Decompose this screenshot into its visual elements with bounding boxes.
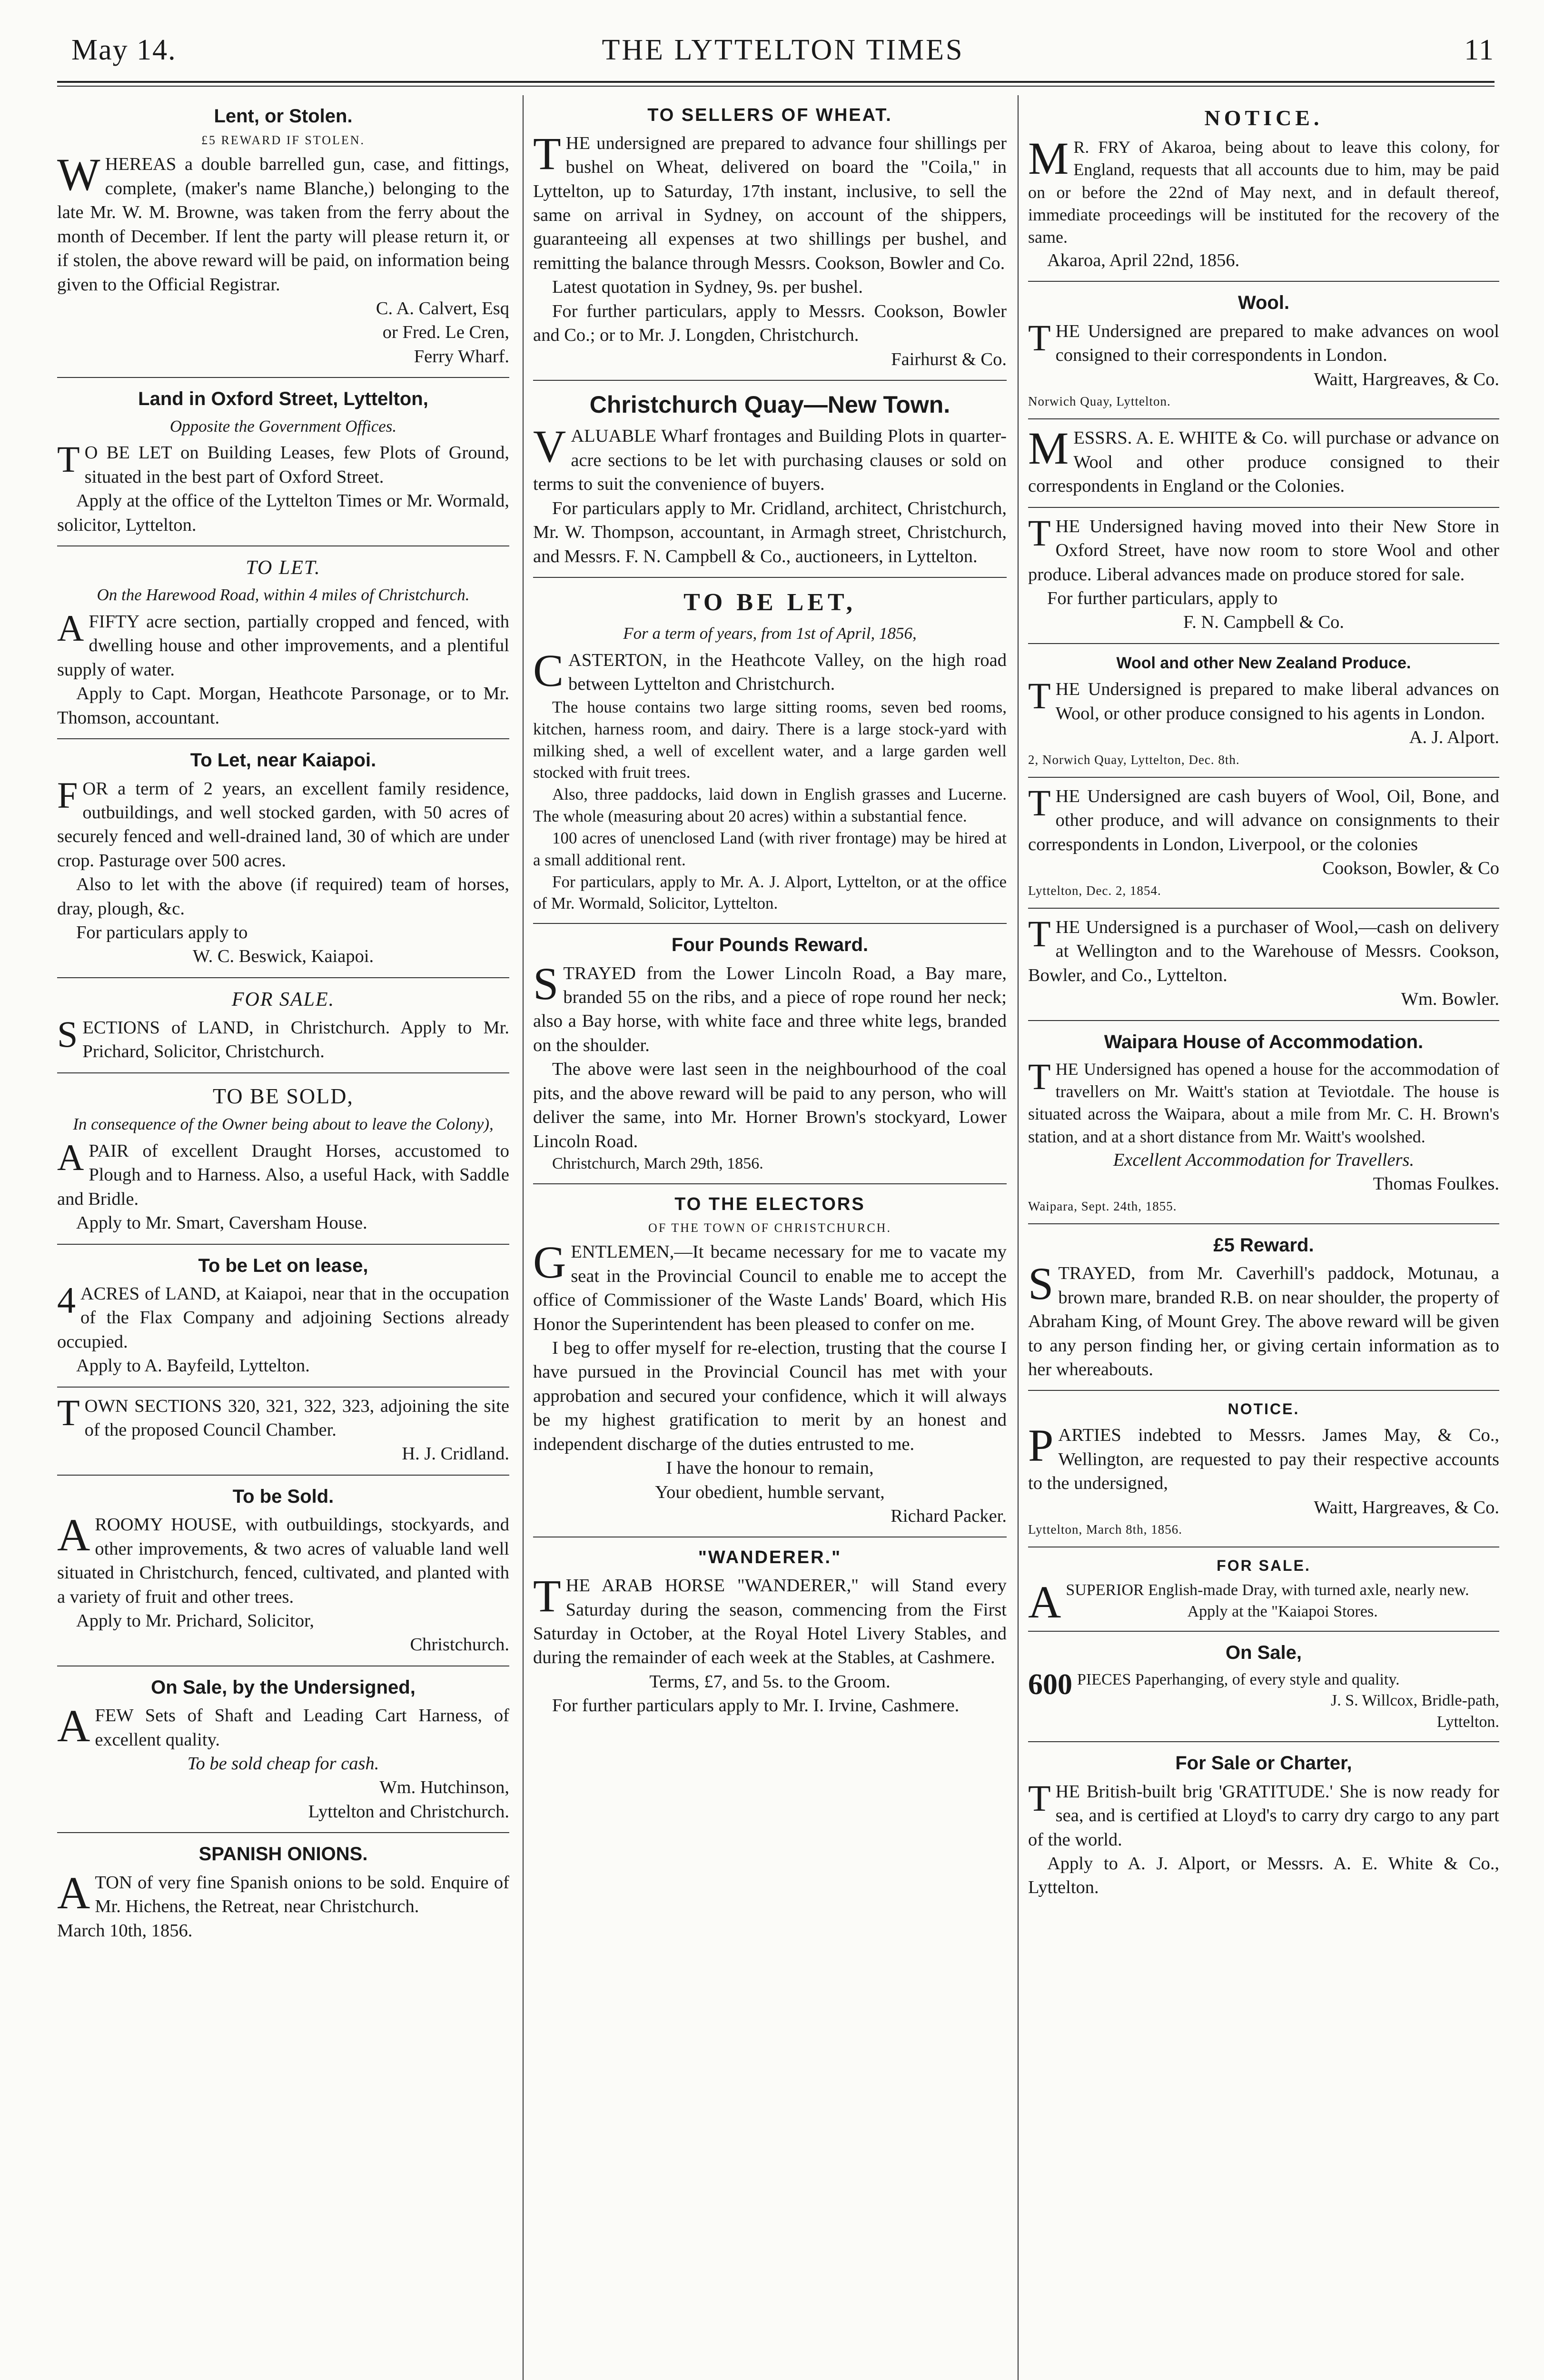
ad-spanish-onions: [57, 1833, 509, 1951]
ad-title: To be Let on lease,: [198, 1255, 368, 1276]
ad-signature: or Fred. Le Cren,: [382, 322, 509, 343]
ad-subtitle: Opposite the Government Offices.: [169, 416, 397, 436]
ad-body: THE Undersigned has opened a house for the accommodation of travellers on Mr. Waitt's station at Teviotdale. The house is situated across the Waipara, about a mile from Mr. C. H. Brown's station, and at a short distance from Mr. Waitt's woolshed.: [1028, 1056, 1499, 1146]
ad-subtitle: In consequence of the Owner being about to leave the Colony),: [73, 1115, 494, 1133]
ad-subtitle: For a term of years, from 1st of April, 1856,: [623, 624, 917, 643]
ad-on-sale-harness: [57, 1666, 509, 1834]
ad-title: NOTICE.: [1227, 1400, 1300, 1418]
drop-cap: F: [57, 774, 78, 816]
ad-signature: Christchurch.: [410, 1635, 509, 1655]
ad-signature: H. J. Cridland.: [402, 1444, 509, 1464]
ad-title: TO SELLERS OF WHEAT.: [647, 105, 892, 125]
ad-signature: Wm. Hutchinson,: [379, 1777, 509, 1798]
drop-cap: T: [57, 1391, 80, 1433]
ad-body: AFIFTY acre section, partially cropped and fenced, with dwelling house and other improvements, and a plentiful supply of water.: [57, 607, 509, 680]
ad-signature: Richard Packer.: [891, 1506, 1007, 1526]
newspaper-title: THE LYTTELTON TIMES: [602, 34, 964, 66]
ad-body: Excellent Accommodation for Travellers.: [1113, 1150, 1415, 1170]
ad-body: APAIR of excellent Draught Horses, accustomed to Plough and to Harness. Also, a useful Hack, with Saddle and Bridle.: [57, 1136, 509, 1209]
ad-christchurch-quay: [533, 381, 1007, 578]
ad-body: For particulars apply to Mr. Cridland, architect, Christchurch, Mr. W. Thompson, accountant, in Armagh street, Christchurch, and Messrs. F. N. Campbell & Co., auctioneers, in Lyttelton.: [533, 498, 1007, 566]
ad-title: £5 Reward.: [1213, 1234, 1314, 1256]
column-3: [1028, 95, 1499, 2380]
ad-title: To Let, near Kaiapoi.: [190, 750, 376, 771]
drop-cap: A: [57, 1136, 84, 1178]
ad-title: "WANDERER.": [698, 1547, 842, 1568]
issue-date: May 14.: [71, 34, 177, 66]
drop-cap: T: [1028, 782, 1051, 823]
drop-cap: T: [1028, 913, 1051, 955]
ad-body: THE Undersigned is prepared to make liberal advances on Wool, or other produce consigned to his agents in London.: [1028, 675, 1499, 724]
ad-to-let-harewood: [57, 546, 509, 739]
ad-body: For particulars, apply to Mr. A. J. Alport, Lyttelton, or at the office of Mr. Wormald, Solicitor, Lyttelton.: [533, 872, 1007, 913]
ad-date: Akaroa, April 22nd, 1856.: [1047, 250, 1240, 271]
ad-signature: J. S. Willcox, Bridle-path,: [1330, 1692, 1499, 1710]
ad-body: TOWN SECTIONS 320, 321, 322, 323, adjoining the site of the proposed Council Chamber.: [57, 1391, 509, 1440]
ad-title: Wool.: [1237, 292, 1290, 314]
ad-title: NOTICE.: [1204, 106, 1323, 130]
drop-cap: G: [533, 1237, 566, 1288]
ad-body: Your obedient, humble servant,: [655, 1482, 885, 1502]
ad-body: STRAYED from the Lower Lincoln Road, a Bay mare, branded 55 on the ribs, and a piece of rope round her neck; also a Bay horse, with white face and three white legs, branded on the shoulder.: [533, 958, 1007, 1055]
ad-waipara-house: [1028, 1021, 1499, 1224]
ad-body: PARTIES indebted to Messrs. James May, & Co., Wellington, are requested to pay their respective accounts to the undersigned,: [1028, 1420, 1499, 1494]
ad-body: FOR a term of 2 years, an excellent family residence, outbuildings, and well stocked garden, with 50 acres of securely fenced and well-drained land, 30 of which are under crop. Pasturage over 500 acres.: [57, 774, 509, 871]
drop-cap: T: [1028, 675, 1051, 717]
ad-white-and-co: [1028, 419, 1499, 507]
drop-cap: T: [533, 128, 561, 179]
drop-cap: A: [57, 607, 84, 649]
ad-title: TO THE ELECTORS: [674, 1194, 865, 1214]
ad-notice-parties: [1028, 1391, 1499, 1547]
ad-signature: Waitt, Hargreaves, & Co.: [1314, 369, 1499, 389]
ad-body: For further particulars apply to Mr. I. Irvine, Cashmere.: [552, 1696, 960, 1716]
ad-body: For further particulars, apply to Messrs. Cookson, Bowler and Co.; or to Mr. J. Longden, Christchurch.: [533, 301, 1007, 346]
ad-campbell-new-store: [1028, 508, 1499, 644]
ad-for-sale-dray: [1028, 1547, 1499, 1632]
ad-title: Waipara House of Accommodation.: [1104, 1031, 1424, 1052]
ad-signature: F. N. Campbell & Co.: [1183, 612, 1345, 633]
ad-sellers-of-wheat: [533, 95, 1007, 381]
ad-body: Also, three paddocks, laid down in English grasses and Lucerne. The whole (measuring about 20 acres) within a substantial fence.: [533, 785, 1007, 826]
ad-body: 4 ACRES of LAND, at Kaiapoi, near that in the occupation of the Flax Company and adjoining Sections already occupied.: [57, 1279, 509, 1352]
ad-on-sale-paperhanging: [1028, 1632, 1499, 1742]
drop-cap: A: [1028, 1577, 1061, 1628]
ad-to-let-kaiapoi: [57, 739, 509, 978]
drop-cap: T: [533, 1570, 561, 1622]
ad-title: For Sale or Charter,: [1175, 1753, 1352, 1774]
ad-title: TO BE LET,: [683, 589, 856, 616]
drop-cap: T: [1028, 1777, 1051, 1819]
drop-cap: P: [1028, 1420, 1054, 1471]
ad-body: THE Undersigned is a purchaser of Wool,—cash on delivery at Wellington and to the Warehouse of Messrs. Cookson, Bowler, and Co., Lyttelton.: [1028, 913, 1499, 985]
ad-signature: Fairhurst & Co.: [891, 349, 1007, 369]
ad-date: Christchurch, March 29th, 1856.: [552, 1155, 763, 1173]
ad-address: Waipara, Sept. 24th, 1855.: [1028, 1199, 1177, 1213]
ad-body: THE Undersigned are cash buyers of Wool, Oil, Bone, and other produce, and will advance on consignments to their correspondents in London, Liverpool, or the colonies: [1028, 782, 1499, 854]
drop-cap: M: [1028, 133, 1069, 184]
drop-cap: T: [1028, 1056, 1051, 1098]
ad-body: THE undersigned are prepared to advance four shillings per bushel on Wheat, delivered on board the "Coila," in Lyttelton, up to Saturday, 17th instant, inclusive, to sell the same on arrival in Sydney, on account of the shippers, guaranteeing all expenses at two shillings per bushel, and remitting the balance through Messrs. Cookson, Bowler and Co.: [533, 128, 1007, 273]
drop-cap: T: [1028, 512, 1051, 554]
drop-cap: A: [57, 1867, 90, 1918]
ad-new-zealand-produce: [1028, 644, 1499, 778]
ad-signature: Ferry Wharf.: [414, 346, 509, 367]
drop-cap: S: [533, 958, 559, 1009]
ad-body: THE Undersigned having moved into their New Store in Oxford Street, have now room to store Wool and other produce. Liberal advances made on produce stored for sale.: [1028, 512, 1499, 585]
masthead-rule: [57, 81, 1495, 87]
ad-body: Apply to A. Bayfeild, Lyttelton.: [76, 1356, 310, 1376]
ad-body: To be sold cheap for cash.: [187, 1754, 379, 1774]
ad-to-be-sold-house: [57, 1476, 509, 1666]
ad-signature: Lyttelton and Christchurch.: [308, 1801, 509, 1822]
ad-body: Apply at the office of the Lyttelton Times or Mr. Wormald, solicitor, Lyttelton.: [57, 491, 509, 535]
column-1: [57, 95, 509, 2380]
ad-address: Norwich Quay, Lyttelton.: [1028, 394, 1171, 409]
ad-body: The above were last seen in the neighbourhood of the coal pits, and the above reward will be paid to any person, who will deliver the same, into Mr. Horner Brown's stockyard, Lower Lincoln Road.: [533, 1059, 1007, 1151]
ad-body: I have the honour to remain,: [666, 1458, 874, 1478]
drop-cap: S: [1028, 1258, 1054, 1309]
ad-address: Lyttelton, Dec. 2, 1854.: [1028, 883, 1161, 898]
ad-body: Apply at the "Kaiapoi Stores.: [1187, 1602, 1378, 1620]
ad-title: TO LET.: [246, 557, 321, 579]
ad-body: GENTLEMEN,—It became necessary for me to vacate my seat in the Provincial Council to enable me to accept the office of Commissioner of the Waste Lands' Board, which His Honor the Superintendent has been pleased to confer on me.: [533, 1237, 1007, 1334]
ad-body: Latest quotation in Sydney, 9s. per bushel.: [552, 277, 863, 298]
ad-title: SPANISH ONIONS.: [198, 1844, 368, 1865]
ad-body: Apply to A. J. Alport, or Messrs. A. E. White & Co., Lyttelton.: [1028, 1854, 1499, 1898]
ad-body: VALUABLE Wharf frontages and Building Plots in quarter-acre sections to be let with purchasing clauses or sold on terms to suit the convenience of buyers.: [533, 421, 1007, 495]
drop-cap: A: [57, 1509, 90, 1561]
drop-cap: 4: [57, 1279, 76, 1321]
ad-body: CASTERTON, in the Heathcote Valley, on the high road between Lyttelton and Christchurch.: [533, 645, 1007, 696]
drop-cap: V: [533, 421, 566, 472]
drop-cap: A: [57, 1700, 90, 1752]
ad-body: ASUPERIOR English-made Dray, with turned axle, nearly new.: [1028, 1577, 1469, 1628]
ad-sale-or-charter: [1028, 1742, 1499, 1908]
ad-body: 600 PIECES Paperhanging, of every style and quality.: [1028, 1668, 1400, 1701]
ad-wool: [1028, 282, 1499, 419]
ad-body: For particulars apply to: [76, 922, 248, 943]
ad-title: Wool and other New Zealand Produce.: [1116, 654, 1411, 672]
drop-cap: S: [57, 1013, 78, 1055]
drop-cap: 600: [1028, 1668, 1072, 1701]
ad-body: M R. FRY of Akaroa, being about to leave this colony, for England, requests that all accounts due to him, may be paid on or before the 22nd of May next, and in default thereof, immediate proceedings will be instituted for the recovery of the same.: [1028, 133, 1499, 247]
drop-cap: T: [1028, 317, 1051, 358]
ad-title: Lent, or Stolen.: [214, 106, 353, 127]
ad-title: Four Pounds Reward.: [671, 934, 869, 956]
ad-body: SECTIONS of LAND, in Christchurch. Apply to Mr. Prichard, Solicitor, Christchurch.: [57, 1013, 509, 1062]
ad-title: Christchurch Quay—New Town.: [589, 391, 950, 418]
ad-wanderer: [533, 1537, 1007, 1726]
drop-cap: W: [57, 149, 100, 200]
ad-body: 100 acres of unenclosed Land (with river frontage) may be hired at a small additional rent.: [533, 828, 1007, 869]
ad-body: WHEREAS a double barrelled gun, case, and fittings, complete, (maker's name Blanche,) belonging to the late Mr. W. M. Browne, was taken from the ferry about the month of December. If lent the party will please return it, or if stolen, the above reward will be paid, on information being given to the Official Registrar.: [57, 149, 509, 295]
ad-body: T O BE LET on Building Leases, few Plots of Ground, situated in the best part of Oxford Street.: [57, 438, 509, 487]
ad-four-pounds-reward: [533, 924, 1007, 1184]
ad-notice-fry: [1028, 95, 1499, 282]
ad-subtitle: On the Harewood Road, within 4 miles of Christchurch.: [97, 585, 470, 605]
ad-title: TO BE SOLD,: [213, 1083, 354, 1108]
ad-subtitle: £5 REWARD IF STOLEN.: [201, 133, 366, 148]
ad-body: Apply to Mr. Prichard, Solicitor,: [76, 1610, 314, 1631]
ad-address: Lyttelton, March 8th, 1856.: [1028, 1522, 1182, 1537]
ad-body: I beg to offer myself for re-election, trusting that the course I have pursued in the Provincial Council has met with your approbation and secured your confidence, which it will always be my highest gratification to merit by an honest and independent discharge of the duties entrusted to me.: [533, 1338, 1007, 1454]
ad-signature: A. J. Alport.: [1409, 727, 1499, 748]
ad-signature: Lyttelton.: [1436, 1713, 1499, 1731]
masthead: [71, 33, 1495, 76]
ad-title: To be Sold.: [232, 1486, 334, 1507]
ad-title: FOR SALE.: [1217, 1557, 1311, 1575]
ad-to-be-let-casterton: [533, 578, 1007, 924]
ad-date: March 10th, 1856.: [57, 1920, 193, 1941]
ad-purchaser-of-wool: [1028, 909, 1499, 1021]
ad-to-the-electors: [533, 1184, 1007, 1538]
column-rule: [1018, 95, 1019, 2380]
ad-town-sections: [57, 1388, 509, 1476]
ad-body: STRAYED, from Mr. Caverhill's paddock, Motunau, a brown mare, branded R.B. on near shoulder, the property of Abraham King, of Mount Grey. The above reward will be given to any person finding her, or giving certain information as to her whereabouts.: [1028, 1258, 1499, 1380]
column-2: [533, 95, 1007, 2380]
ad-body: For further particulars, apply to: [1047, 588, 1278, 608]
ad-lent-or-stolen: [57, 95, 509, 378]
ad-signature: Thomas Foulkes.: [1373, 1174, 1499, 1194]
ad-subtitle: OF THE TOWN OF CHRISTCHURCH.: [648, 1221, 891, 1235]
drop-cap: M: [1028, 423, 1069, 474]
ad-body: THE ARAB HORSE "WANDERER," will Stand every Saturday during the season, commencing from the First Saturday in October, at the Royal Hotel Livery Stables, and during the remainder of each week at the Stables, at Cashmere.: [533, 1570, 1007, 1668]
ad-body: Apply to Capt. Morgan, Heathcote Parsonage, or to Mr. Thomson, accountant.: [57, 684, 509, 728]
ad-body: Also to let with the above (if required) team of horses, dray, plough, &c.: [57, 874, 509, 919]
ad-body: THE Undersigned are prepared to make advances on wool consigned to their correspondents in London.: [1028, 317, 1499, 366]
page-number: 11: [1464, 34, 1495, 66]
ad-signature: C. A. Calvert, Esq: [376, 298, 509, 318]
ad-for-sale-sections: [57, 978, 509, 1073]
ad-body: The house contains two large sitting rooms, seven bed rooms, kitchen, harness room, and dairy. There is a large stock-yard with milking shed, a well of excellent water, and a large garden well stocked with fruit trees.: [533, 697, 1007, 782]
ad-five-pounds-reward: [1028, 1224, 1499, 1391]
ad-body: THE British-built brig 'GRATITUDE.' She is now ready for sea, and is certified at Lloyd's to carry dry cargo to any part of the world.: [1028, 1777, 1499, 1850]
ad-signature: Wm. Bowler.: [1401, 989, 1499, 1010]
ad-title: On Sale, by the Undersigned,: [151, 1676, 416, 1698]
ad-title: On Sale,: [1225, 1642, 1302, 1664]
ad-to-be-sold-horses: [57, 1073, 509, 1245]
ad-body: Apply to Mr. Smart, Caversham House.: [76, 1213, 367, 1233]
ad-signature: Cookson, Bowler, & Co: [1322, 858, 1499, 879]
ad-title: Land in Oxford Street, Lyttelton,: [138, 388, 428, 410]
ad-signature: W. C. Beswick, Kaiapoi.: [192, 946, 374, 967]
ad-body: ATON of very fine Spanish onions to be sold. Enquire of Mr. Hichens, the Retreat, near Christchurch.: [57, 1867, 509, 1918]
ad-body: AFEW Sets of Shaft and Leading Cart Harness, of excellent quality.: [57, 1700, 509, 1752]
ad-body: MESSRS. A. E. WHITE & Co. will purchase or advance on Wool and other produce consigned to their correspondents in England or the Colonies.: [1028, 423, 1499, 496]
column-rule: [523, 95, 524, 2380]
ad-signature: Waitt, Hargreaves, & Co.: [1314, 1497, 1499, 1517]
ad-cash-buyers: [1028, 778, 1499, 909]
ad-to-be-let-lease: [57, 1245, 509, 1388]
ad-body: Terms, £7, and 5s. to the Groom.: [649, 1671, 891, 1692]
drop-cap: C: [533, 645, 564, 696]
drop-cap: T: [57, 438, 80, 480]
ad-address: 2, Norwich Quay, Lyttelton, Dec. 8th.: [1028, 752, 1240, 767]
ad-title: FOR SALE.: [231, 988, 335, 1011]
ad-land-oxford-street: [57, 378, 509, 546]
ad-body: AROOMY HOUSE, with outbuildings, stockyards, and other improvements, & two acres of valuable land well situated in Christchurch, fenced, cultivated, and planted with a variety of fruit and other trees.: [57, 1509, 509, 1607]
